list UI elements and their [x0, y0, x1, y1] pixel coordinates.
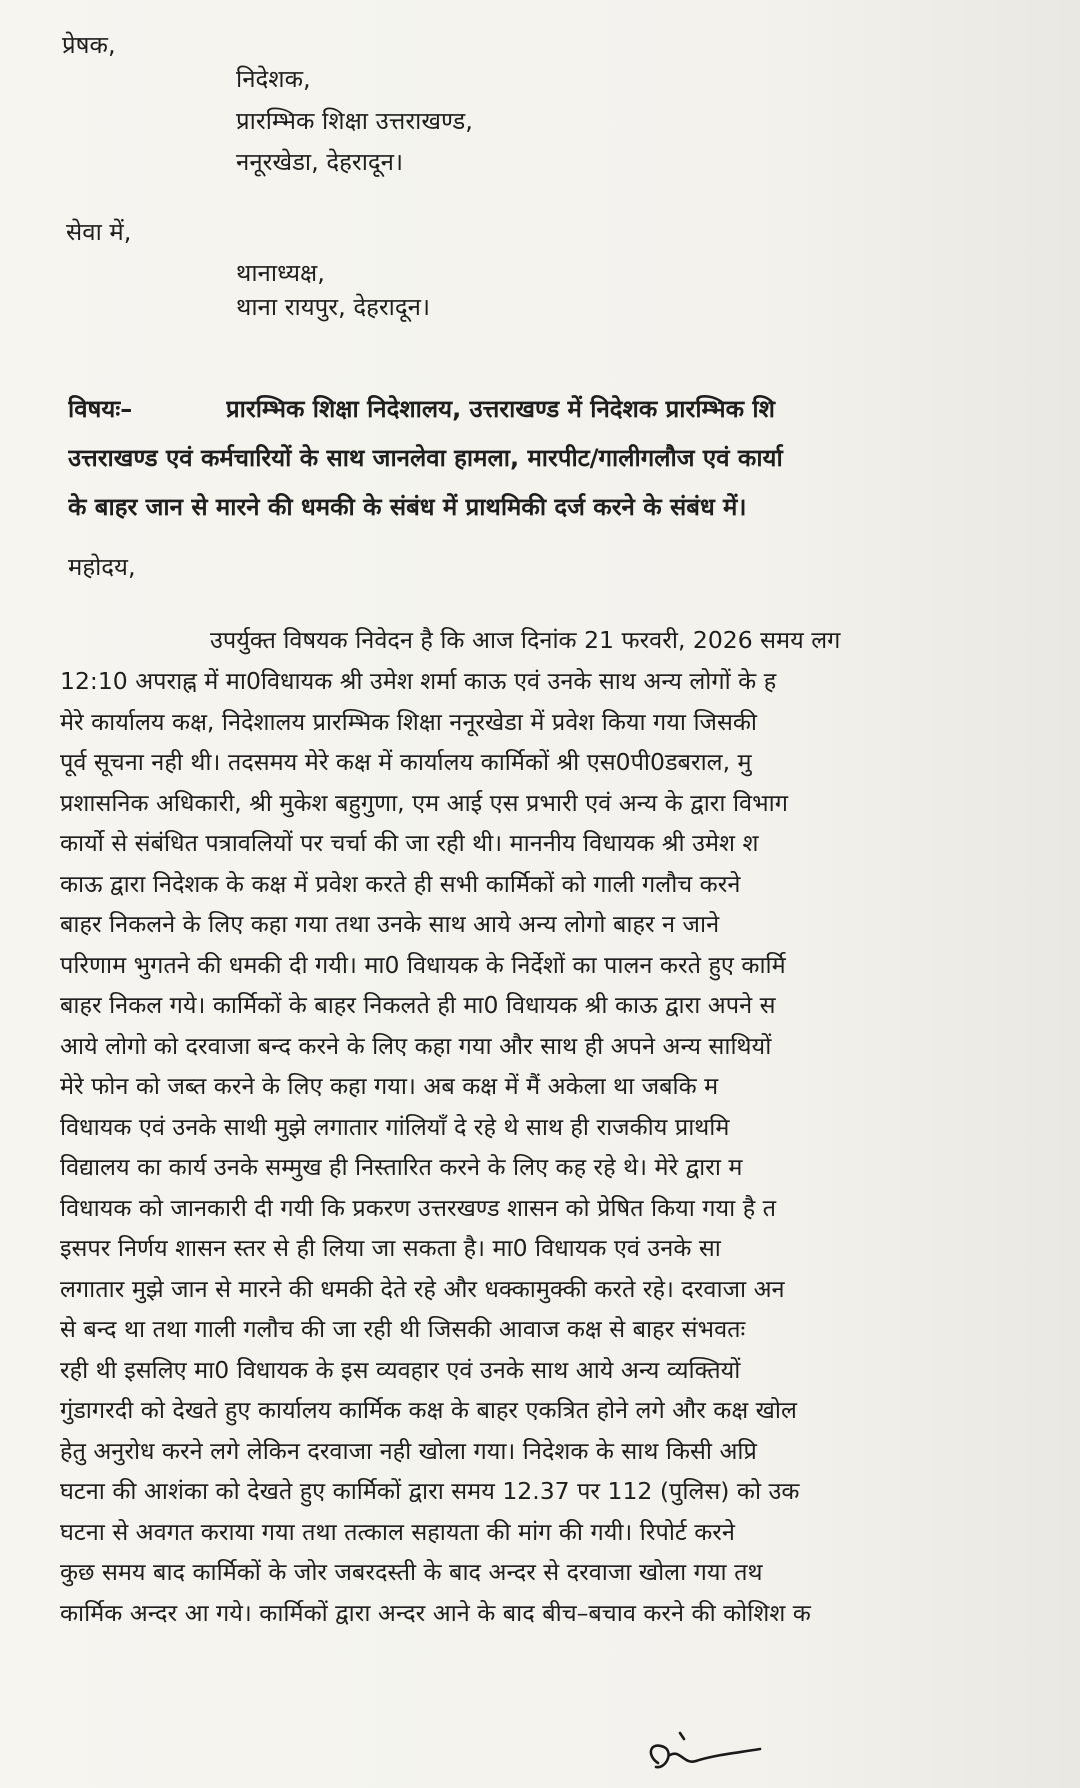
sender-line-3: ननूरखेडा, देहरादून।	[236, 148, 404, 176]
sender-line-1: निदेशक,	[236, 65, 311, 93]
body-line: घटना की आशंका को देखते हुए कार्मिकों द्वारा समय 12.37 पर 112 (पुलिस) को उक	[60, 1477, 800, 1505]
body-line: घटना से अवगत कराया गया तथा तत्काल सहायता की मांग की गयी। रिपोर्ट करने	[60, 1518, 735, 1546]
subject-line-3: के बाहर जान से मारने की धमकी के संबंध में प्राथमिकी दर्ज करने के संबंध में।	[68, 493, 747, 521]
body-line: हेतु अनुरोध करने लगे लेकिन दरवाजा नही खोला गया। निदेशक के साथ किसी अप्रि	[60, 1437, 757, 1465]
body-line: विद्यालय का कार्य उनके सम्मुख ही निस्तारित करने के लिए कह रहे थे। मेरे द्वारा म	[60, 1153, 743, 1181]
sender-label: प्रेषक,	[62, 31, 116, 59]
body-line: उपर्युक्त विषयक निवेदन है कि आज दिनांक 21 फरवरी, 2026 समय लग	[210, 626, 841, 654]
recipient-line-2: थाना रायपुर, देहरादून।	[236, 293, 431, 321]
body-line: मेरे कार्यालय कक्ष, निदेशालय प्रारम्भिक शिक्षा ननूरखेडा में प्रवेश किया गया जिसकी	[60, 708, 758, 736]
subject-line-1: प्रारम्भिक शिक्षा निदेशालय, उत्तराखण्ड में निदेशक प्रारम्भिक शि	[226, 395, 775, 423]
body-line: बाहर निकल गये। कार्मिकों के बाहर निकलते ही मा0 विधायक श्री काऊ द्वारा अपने स	[60, 991, 776, 1019]
body-line: कुछ समय बाद कार्मिकों के जोर जबरदस्ती के बाद अन्दर से दरवाजा खोला गया तथ	[60, 1558, 763, 1586]
body-line: मेरे फोन को जब्त करने के लिए कहा गया। अब कक्ष में मैं अकेला था जबकि म	[60, 1072, 719, 1100]
body-line: कार्यो से संबंधित पत्रावलियों पर चर्चा की जा रही थी। माननीय विधायक श्री उमेश श	[60, 829, 759, 857]
body-line: विधायक एवं उनके साथी मुझे लगातार गांलियॉं दे रहे थे साथ ही राजकीय प्राथमि	[60, 1113, 730, 1141]
body-line: परिणाम भुगतने की धमकी दी गयी। मा0 विधायक के निर्देशों का पालन करते हुए कार्मि	[60, 951, 786, 979]
body-line: कार्मिक अन्दर आ गये। कार्मिकों द्वारा अन्दर आने के बाद बीच–बचाव करने की कोशिश क	[60, 1599, 811, 1627]
body-line: रही थी इसलिए मा0 विधायक के इस व्यवहार एवं उनके साथ आये अन्य व्यक्तियों	[60, 1356, 741, 1384]
body-line: लगातार मुझे जान से मारने की धमकी देते रहे और धक्कामुक्की करते रहे। दरवाजा अन	[60, 1275, 785, 1303]
body-line: काऊ द्वारा निदेशक के कक्ष में प्रवेश करते ही सभी कार्मिकों को गाली गलौच करने	[60, 870, 741, 898]
body-line: इसपर निर्णय शासन स्तर से ही लिया जा सकता है। मा0 विधायक एवं उनके सा	[60, 1234, 721, 1262]
subject-label: विषयः–	[68, 395, 133, 423]
body-line: बाहर निकलने के लिए कहा गया तथा उनके साथ आये अन्य लोगो बाहर न जाने	[60, 910, 720, 938]
signature-scribble	[640, 1725, 770, 1785]
recipient-label: सेवा में,	[66, 218, 132, 246]
body-line: विधायक को जानकारी दी गयी कि प्रकरण उत्तरखण्ड शासन को प्रेषित किया गया है त	[60, 1194, 777, 1222]
body-line: 12:10 अपराह्न में मा0विधायक श्री उमेश शर्मा काऊ एवं उनके साथ अन्य लोगों के ह	[60, 667, 777, 695]
recipient-line-1: थानाध्यक्ष,	[236, 259, 325, 287]
body-line: प्रशासनिक अधिकारी, श्री मुकेश बहुगुणा, एम आई एस प्रभारी एवं अन्य के द्वारा विभाग	[60, 789, 788, 817]
subject-line-2: उत्तराखण्ड एवं कर्मचारियों के साथ जानलेवा हामला, मारपीट/गालीगलौज एवं कार्या	[68, 444, 783, 472]
body-line: आये लोगो को दरवाजा बन्द करने के लिए कहा गया और साथ ही अपने अन्य साथियों	[60, 1032, 772, 1060]
body-line: से बन्द था तथा गाली गलौच की जा रही थी जिसकी आवाज कक्ष से बाहर संभवतः	[60, 1315, 746, 1343]
sender-line-2: प्रारम्भिक शिक्षा उत्तराखण्ड,	[236, 107, 473, 135]
body-line: पूर्व सूचना नही थी। तदसमय मेरे कक्ष में कार्यालय कार्मिकों श्री एस0पी0डबराल, मु	[60, 748, 752, 776]
salutation: महोदय,	[68, 553, 136, 581]
body-line: गुंडागरदी को देखते हुए कार्यालय कार्मिक कक्ष के बाहर एकत्रित होने लगे और कक्ष खोल	[60, 1396, 797, 1424]
